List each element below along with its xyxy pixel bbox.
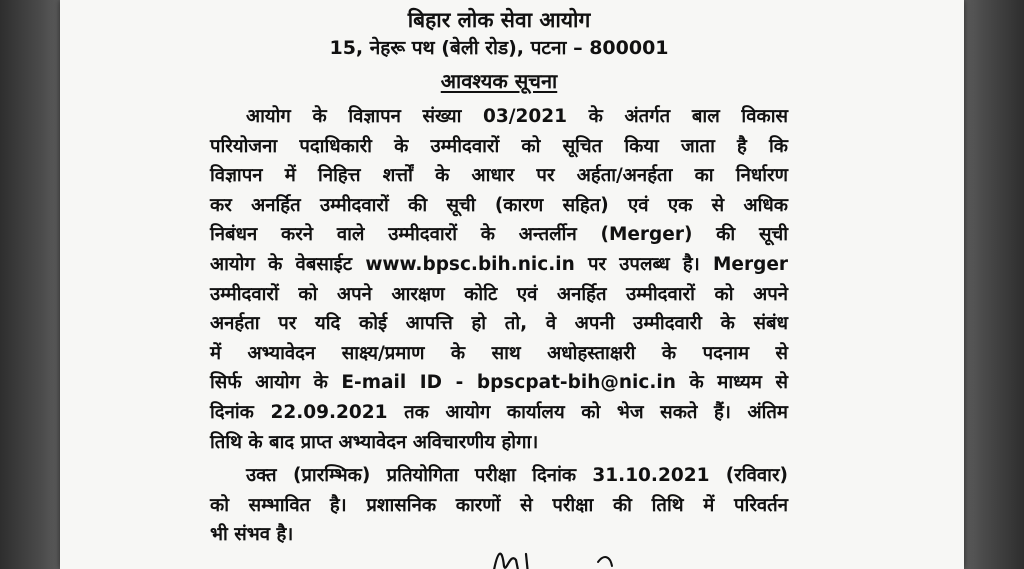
paragraph-1-line: दिनांक 22.09.2021 तक आयोग कार्यालय को भेज सकते हैं। अंतिम [210, 401, 788, 423]
paragraph-1-line: आयोग के वेबसाईट www.bpsc.bih.nic.in पर उपलब्ध है। Merger [210, 253, 788, 275]
paragraph-1-line: परियोजना पदाधिकारी के उम्मीदवारों को सूचित किया जाता है कि [210, 135, 788, 157]
paragraph-2-line: को सम्भावित है। प्रशासनिक कारणों से परीक्षा की तिथि में परिवर्तन [210, 494, 788, 516]
paragraph-1-line: निबंधन करने वाले उम्मीदवारों के अन्तर्लीन (Merger) की सूची [210, 224, 788, 246]
paragraph-1-line: आयोग के विज्ञापन संख्या 03/2021 के अंतर्गत बाल विकास [246, 106, 788, 127]
paragraph-1-line: में अभ्यावेदन साक्ष्य/प्रमाण के साथ अधोहस्ताक्षरी के पदनाम से [210, 342, 788, 364]
paragraph-2 [210, 461, 788, 550]
org-name: बिहार लोक सेवा आयोग [407, 8, 591, 32]
paragraph-1-line: अनर्हता पर यदि कोई आपत्ति हो तो, वे अपनी उम्मीदवारी के संबंध [210, 313, 788, 335]
paragraph-1-line: तिथि के बाद प्राप्त अभ्यावेदन अविचारणीय होगा। [210, 431, 539, 453]
paragraph-1-line: उम्मीदवारों को अपने आरक्षण कोटि एवं अनर्हित उम्मीदवारों को अपने [210, 283, 788, 305]
notice-title-text: आवश्यक सूचना [440, 69, 558, 93]
paragraph-1 [210, 102, 788, 457]
paragraph-1-line: सिर्फ आयोग के E-mail ID - bpscpat-bih@nic.in के माध्यम से [210, 372, 788, 394]
document-page [60, 0, 964, 569]
org-address: 15, नेहरू पथ (बेली रोड), पटना – 800001 [329, 37, 669, 59]
signature-mark [488, 540, 618, 569]
notice-title [210, 66, 788, 96]
paragraph-2-line: भी संभव है। [210, 524, 294, 546]
paragraph-1-line: कर अनर्हित उम्मीदवारों की सूची (कारण सहित) एवं एक से अधिक [210, 194, 788, 216]
paragraph-2-line: उक्त (प्रारम्भिक) प्रतियोगिता परीक्षा दिनांक 31.10.2021 (रविवार) [246, 465, 788, 487]
paragraph-1-line: विज्ञापन में निहित्त शर्त्तों के आधार पर अर्हता/अनर्हता का निर्धारण [210, 165, 788, 187]
notice-document [210, 6, 788, 550]
